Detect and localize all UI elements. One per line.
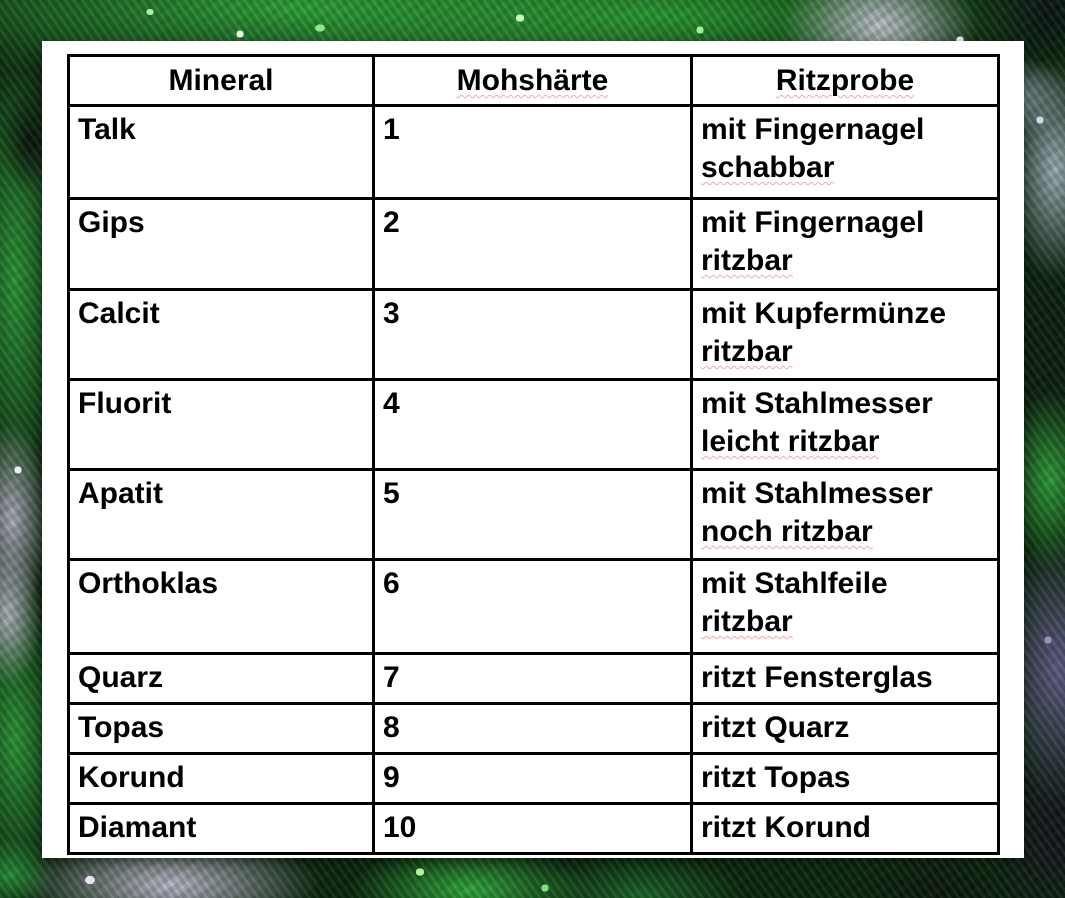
ritzprobe-cell — [692, 560, 999, 654]
mineral-cell: Fluorit — [69, 380, 374, 470]
col-header-mineral-label: Mineral — [168, 64, 274, 97]
ritzprobe-cell — [692, 106, 999, 199]
ritzprobe-line2: ritzbar — [701, 605, 793, 638]
ritzprobe-line2: leicht ritzbar — [701, 425, 880, 458]
table-row — [69, 754, 999, 804]
ritzprobe-cell — [692, 704, 999, 754]
hardness-cell: 7 — [374, 654, 692, 704]
ritzprobe-line1: ritzt Topas — [701, 761, 851, 794]
hardness-cell: 3 — [374, 290, 692, 380]
ritzprobe-line1: mit Stahlmesser — [701, 387, 933, 420]
ritzprobe-line1: ritzt Korund — [701, 811, 871, 844]
header-row — [69, 56, 999, 106]
col-header-ritzprobe-label: Ritzprobe — [775, 64, 915, 97]
mineral-cell: Apatit — [69, 470, 374, 560]
hardness-cell: 2 — [374, 199, 692, 290]
mineral-cell: Gips — [69, 199, 374, 290]
hardness-cell: 9 — [374, 754, 692, 804]
ritzprobe-cell — [692, 470, 999, 560]
table-row — [69, 106, 999, 199]
ritzprobe-line2: noch ritzbar — [701, 515, 873, 548]
table-row — [69, 470, 999, 560]
col-header-ritzprobe — [692, 56, 999, 106]
mineral-cell: Quarz — [69, 654, 374, 704]
mineral-cell: Orthoklas — [69, 560, 374, 654]
mineral-cell: Korund — [69, 754, 374, 804]
table-row — [69, 560, 999, 654]
ritzprobe-line1: mit Stahlfeile — [701, 567, 888, 600]
ritzprobe-line1: ritzt Quarz — [701, 711, 850, 744]
ritzprobe-line2: ritzbar — [701, 244, 793, 277]
ritzprobe-cell — [692, 754, 999, 804]
ritzprobe-line1: mit Stahlmesser — [701, 477, 933, 510]
ritzprobe-line1: mit Fingernagel — [701, 113, 925, 146]
ritzprobe-cell — [692, 380, 999, 470]
ritzprobe-line2: ritzbar — [701, 335, 793, 368]
hardness-cell: 10 — [374, 804, 692, 854]
table-row — [69, 380, 999, 470]
table-row — [69, 290, 999, 380]
hardness-cell: 1 — [374, 106, 692, 199]
mineral-cell: Diamant — [69, 804, 374, 854]
ritzprobe-cell — [692, 290, 999, 380]
table-row — [69, 704, 999, 754]
ritzprobe-cell — [692, 804, 999, 854]
col-header-mineral — [69, 56, 374, 106]
table-row — [69, 804, 999, 854]
col-header-mohshaerte — [374, 56, 692, 106]
hardness-cell: 6 — [374, 560, 692, 654]
content-panel — [42, 41, 1024, 858]
mineral-cell: Topas — [69, 704, 374, 754]
ritzprobe-line1: mit Kupfermünze — [701, 297, 947, 330]
hardness-cell: 4 — [374, 380, 692, 470]
mineral-cell: Talk — [69, 106, 374, 199]
col-header-mohshaerte-label: Mohshärte — [456, 64, 609, 97]
hardness-cell: 5 — [374, 470, 692, 560]
ritzprobe-line1: ritzt Fensterglas — [701, 661, 933, 694]
hardness-cell: 8 — [374, 704, 692, 754]
ritzprobe-line1: mit Fingernagel — [701, 206, 925, 239]
ritzprobe-line2: schabbar — [701, 151, 835, 184]
table-row — [69, 199, 999, 290]
ritzprobe-cell — [692, 654, 999, 704]
ritzprobe-cell — [692, 199, 999, 290]
mineral-cell: Calcit — [69, 290, 374, 380]
mohs-hardness-table — [67, 54, 1000, 855]
table-row — [69, 654, 999, 704]
